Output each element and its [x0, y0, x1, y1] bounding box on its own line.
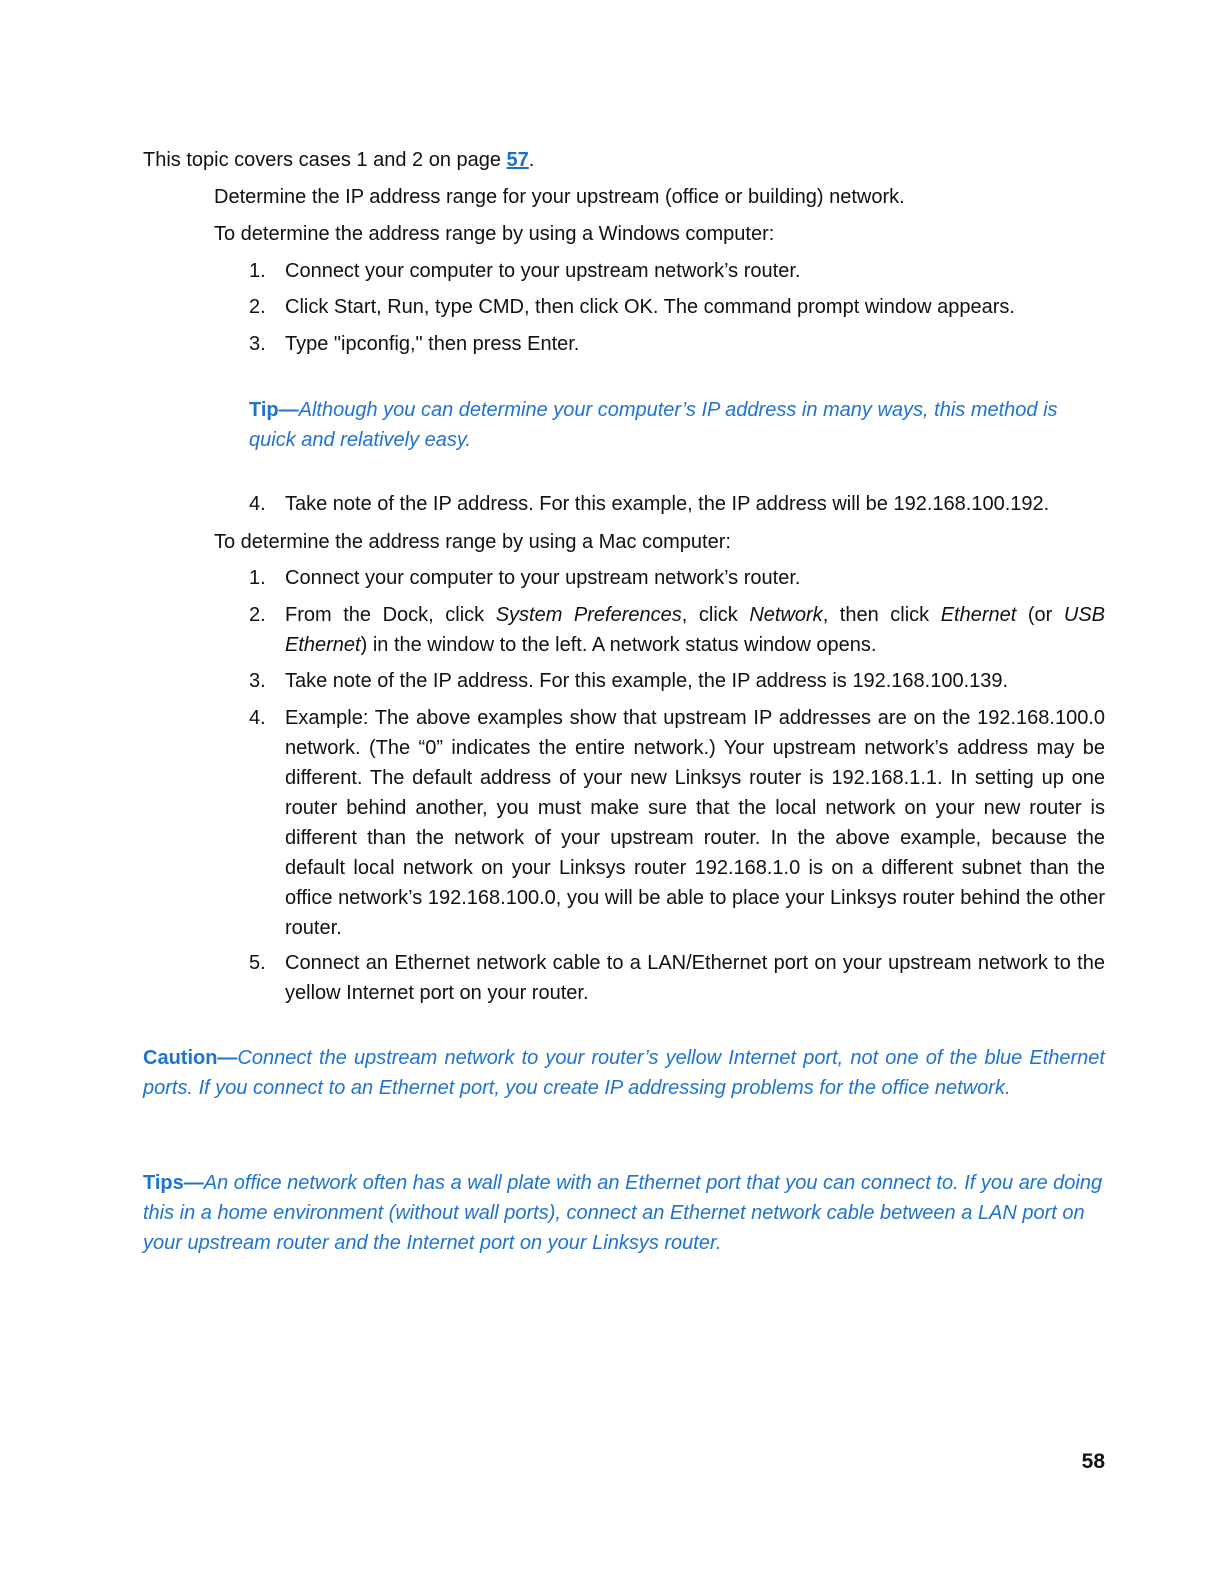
windows-heading: To determine the address range by using a Windows computer:	[214, 223, 775, 245]
mac-step-2-part: (or	[1016, 604, 1064, 626]
windows-step-4-text: Take note of the IP address. For this example, the IP address will be 192.168.100.192.	[285, 493, 1050, 515]
usb-ethernet-term: USB Ethernet	[285, 604, 1106, 656]
mac-step-1-number: 1.	[249, 567, 266, 589]
intro-paragraph	[143, 145, 534, 175]
page-number: 58	[1081, 1450, 1105, 1473]
windows-step-4-number: 4.	[249, 493, 266, 515]
windows-step-3-number: 3.	[249, 333, 266, 355]
windows-step-2-text: Click Start, Run, type CMD, then click OK. The command prompt window appears.	[285, 296, 1015, 318]
tip-text: Although you can determine your computer’s IP address in many ways, this method is quick and relatively easy.	[249, 399, 1058, 451]
tips-note	[143, 1168, 1105, 1258]
mac-step-2-part: , then click	[822, 604, 941, 626]
mac-heading: To determine the address range by using a Mac computer:	[214, 531, 731, 553]
mac-step-2-part: From the Dock, click	[285, 604, 496, 626]
intro-after: .	[528, 149, 535, 171]
mac-step-4-text: Example: The above examples show that upstream IP addresses are on the 192.168.100.0 network. (The “0” indicates the entire network.) Your upstream network’s address may be different. The default address of your new Linksys router is 192.168.1.1. In setting up one router behind another, you must make sure that the local network on your new router is different than the network of your upstream router. In the above example, because the default local network on your Linksys router 192.168.1.0 is on a different subnet than the office network’s 192.168.100.0, you will be able to place your Linksys router behind the other router.	[285, 707, 1105, 939]
mac-step-5-text: Connect an Ethernet network cable to a LAN/Ethernet port on your upstream network to the yellow Internet port on your router.	[285, 952, 1105, 1004]
mac-step-1-text: Connect your computer to your upstream network’s router.	[285, 567, 801, 589]
windows-step-1-text: Connect your computer to your upstream network’s router.	[285, 260, 801, 282]
caution-text: Connect the upstream network to your router’s yellow Internet port, not one of the blue Ethernet ports. If you connect to an Ethernet port, you create IP addressing problems for the office network.	[143, 1047, 1105, 1099]
intro-text: This topic covers cases 1 and 2 on page	[143, 149, 507, 171]
mac-step-2-part: ) in the window to the left. A network status window opens.	[360, 634, 877, 656]
mac-step-2-number: 2.	[249, 604, 266, 626]
tip-label: Tip—	[249, 399, 299, 421]
windows-step-3-text: Type "ipconfig," then press Enter.	[285, 333, 580, 355]
mac-step-4-number: 4.	[249, 707, 266, 729]
mac-step-3-text: Take note of the IP address. For this example, the IP address is 192.168.100.139.	[285, 670, 1009, 692]
system-preferences-term: System Preferences	[495, 604, 682, 626]
mac-step-2-part: , click	[681, 604, 750, 626]
tips-text: An office network often has a wall plate with an Ethernet port that you can connect to. If you are doing this in a home environment (without wall ports), connect an Ethernet network cable between a LAN port on your upstream router and the Internet port on your Linksys router.	[143, 1172, 1103, 1254]
windows-step-1-number: 1.	[249, 260, 266, 282]
ethernet-term: Ethernet	[940, 604, 1017, 626]
tips-label: Tips—	[143, 1172, 204, 1194]
windows-step-2-number: 2.	[249, 296, 266, 318]
page-57-link[interactable]: 57	[506, 149, 529, 171]
step-heading: Determine the IP address range for your upstream (office or building) network.	[214, 186, 905, 208]
caution-note	[143, 1043, 1105, 1103]
mac-step-3-number: 3.	[249, 670, 266, 692]
tip-note	[249, 395, 1105, 455]
network-term: Network	[749, 604, 823, 626]
caution-label: Caution—	[143, 1047, 238, 1069]
mac-step-2-text	[285, 600, 1105, 660]
mac-step-5-number: 5.	[249, 952, 266, 974]
